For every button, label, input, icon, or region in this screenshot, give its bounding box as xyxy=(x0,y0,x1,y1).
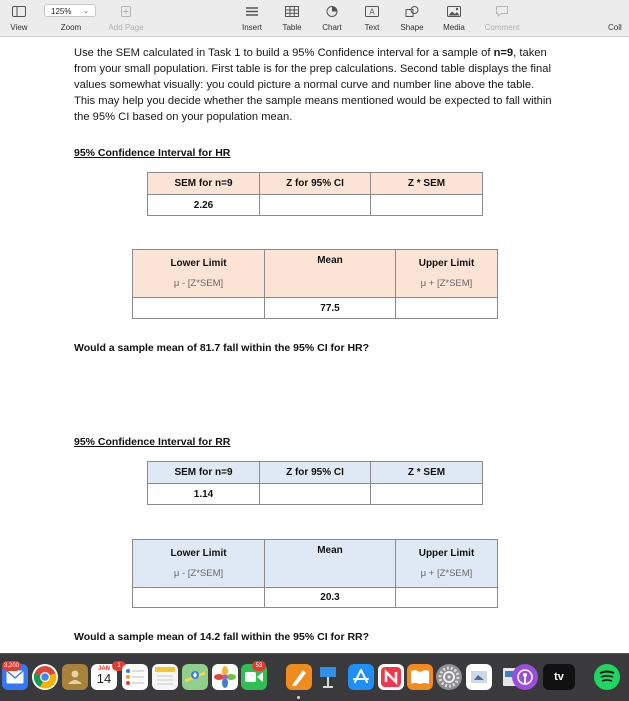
dock-app-pages[interactable] xyxy=(286,664,312,690)
photos-icon xyxy=(214,666,236,688)
calendar-month: JAN xyxy=(97,666,110,672)
pages-icon xyxy=(291,668,307,686)
toolbar xyxy=(0,0,629,37)
mean-label: Mean xyxy=(317,545,343,556)
shape-button[interactable] xyxy=(395,2,429,36)
chevron-down-icon: ⌄ xyxy=(83,8,89,15)
hr-question: Would a sample mean of 81.7 fall within the 95% CI for HR? xyxy=(74,342,370,354)
rr-question: Would a sample mean of 14.2 fall within the 95% CI for RR? xyxy=(74,631,370,643)
lower-limit-formula: μ - [Z*SEM] xyxy=(173,278,224,289)
dock-app-maps[interactable] xyxy=(182,664,208,690)
dock-app-chrome[interactable] xyxy=(32,664,58,690)
chart-button[interactable] xyxy=(317,2,347,36)
chart-icon xyxy=(325,6,339,17)
dock-app-system-preferences[interactable] xyxy=(436,664,462,690)
zoom-value: 125% xyxy=(51,7,72,16)
z-sem-value-cell[interactable] xyxy=(371,484,483,505)
table-header-cell: Z for 95% CI xyxy=(260,173,371,195)
notes-icon xyxy=(155,667,175,687)
lower-limit-value-cell[interactable] xyxy=(133,298,265,319)
table-icon xyxy=(285,6,299,17)
media-label: Media xyxy=(443,23,465,32)
intro-text-bold: n=9 xyxy=(493,47,514,59)
upper-limit-label: Upper Limit xyxy=(418,548,475,559)
z-value-cell[interactable] xyxy=(260,195,371,216)
rr-section-title: 95% Confidence Interval for RR xyxy=(74,436,231,448)
facetime-icon xyxy=(245,671,263,683)
zoom-control[interactable] xyxy=(42,2,100,36)
instructions-paragraph xyxy=(74,45,554,125)
insert-label: Insert xyxy=(241,23,262,32)
dock-app-photos[interactable] xyxy=(212,664,238,690)
mean-label: Mean xyxy=(317,255,343,266)
dock-app-app-store[interactable] xyxy=(348,664,374,690)
document-page[interactable] xyxy=(0,37,629,653)
appletv-label: tv xyxy=(554,671,564,683)
text-label: Text xyxy=(364,23,380,32)
add-page-icon xyxy=(119,6,133,17)
upper-limit-value-cell[interactable] xyxy=(396,298,498,319)
shape-icon xyxy=(405,6,419,17)
upper-limit-formula: μ + [Z*SEM] xyxy=(420,278,473,289)
facetime-badge: 53 xyxy=(252,661,266,671)
svg-text:A: A xyxy=(369,7,375,17)
add-page-label: Add Page xyxy=(108,23,144,32)
view-label: View xyxy=(10,23,28,32)
chart-label: Chart xyxy=(322,23,342,32)
upper-limit-header xyxy=(396,250,498,298)
comment-button[interactable] xyxy=(478,2,526,36)
z-value-cell[interactable] xyxy=(260,484,371,505)
table-header-cell: Z * SEM xyxy=(371,462,483,484)
calendar-badge: 1 xyxy=(112,661,126,671)
reminders-icon xyxy=(125,668,145,686)
hr-section-title: 95% Confidence Interval for HR xyxy=(74,147,231,159)
rr-prep-table xyxy=(147,461,483,505)
insert-icon xyxy=(245,6,259,17)
news-icon xyxy=(381,667,401,687)
maps-icon xyxy=(185,667,205,687)
upper-limit-value-cell[interactable] xyxy=(396,588,498,608)
hr-final-table xyxy=(132,249,498,319)
hr-prep-table xyxy=(147,172,483,216)
podcasts-icon xyxy=(516,668,534,686)
table-label: Table xyxy=(282,23,302,32)
chrome-icon xyxy=(33,665,57,689)
table-header-cell: SEM for n=9 xyxy=(148,173,260,195)
sem-value-cell[interactable]: 2.26 xyxy=(148,195,260,216)
dock-app-notes[interactable] xyxy=(152,664,178,690)
collaborate-button[interactable] xyxy=(608,2,629,36)
gear-icon xyxy=(438,666,460,688)
lower-limit-formula: μ - [Z*SEM] xyxy=(173,568,224,579)
lower-limit-label: Lower Limit xyxy=(170,258,227,269)
app-store-icon xyxy=(352,668,370,686)
table-button[interactable] xyxy=(277,2,307,36)
mean-header xyxy=(265,250,396,298)
calendar-day: 14 xyxy=(96,671,112,686)
text-button[interactable] xyxy=(357,2,387,36)
dock-app-screenshot[interactable] xyxy=(466,664,492,690)
upper-limit-formula: μ + [Z*SEM] xyxy=(420,568,473,579)
table-header-cell: Z for 95% CI xyxy=(260,462,371,484)
lower-limit-value-cell[interactable] xyxy=(133,588,265,608)
text-box-icon xyxy=(365,6,379,17)
keynote-icon xyxy=(318,665,338,689)
dock-app-keynote[interactable] xyxy=(315,664,341,690)
dock-app-apple-tv[interactable] xyxy=(543,664,575,690)
books-icon xyxy=(410,669,430,685)
lower-limit-header xyxy=(133,540,265,588)
lower-limit-header xyxy=(133,250,265,298)
dock-app-podcasts[interactable] xyxy=(512,664,538,690)
sidebar-icon xyxy=(12,6,26,17)
zoom-select[interactable] xyxy=(44,4,96,17)
shape-label: Shape xyxy=(400,23,424,32)
z-sem-value-cell[interactable] xyxy=(371,195,483,216)
intro-text-part2: , taken from your small population. First table is for the prep calculations. Second table displays the final values somewhat visually: you could picture a normal curve and number line above the table. This may help you decide whether the sample means mentioned would be expected to fall within the 95% CI based on your population mean. xyxy=(74,47,552,123)
dock-app-books[interactable] xyxy=(407,664,433,690)
comment-label: Comment xyxy=(484,23,520,32)
mean-header xyxy=(265,540,396,588)
mail-icon xyxy=(6,670,24,684)
insert-button[interactable] xyxy=(236,2,268,36)
mean-value-cell[interactable]: 20.3 xyxy=(265,588,396,608)
media-button[interactable] xyxy=(437,2,471,36)
spotify-icon xyxy=(598,670,616,684)
sem-value-cell[interactable]: 1.14 xyxy=(148,484,260,505)
dock xyxy=(0,653,629,701)
dock-app-contacts[interactable] xyxy=(62,664,88,690)
collaborate-label: Coll xyxy=(608,23,622,32)
intro-text-part1: Use the SEM calculated in Task 1 to build a 95% Confidence interval for a sample of xyxy=(74,47,494,59)
zoom-label: Zoom xyxy=(60,23,82,32)
mean-value-cell[interactable]: 77.5 xyxy=(265,298,396,319)
view-button[interactable] xyxy=(4,2,34,36)
pages-running-indicator xyxy=(297,696,300,699)
preview-icon xyxy=(470,668,488,686)
upper-limit-label: Upper Limit xyxy=(418,258,475,269)
image-icon xyxy=(447,6,461,17)
table-header-cell: SEM for n=9 xyxy=(148,462,260,484)
dock-app-news[interactable] xyxy=(378,664,404,690)
contacts-icon xyxy=(65,667,85,687)
lower-limit-label: Lower Limit xyxy=(170,548,227,559)
add-page-button[interactable] xyxy=(96,2,156,36)
dock-app-reminders[interactable] xyxy=(122,664,148,690)
comment-icon xyxy=(495,6,509,17)
table-header-cell: Z * SEM xyxy=(371,173,483,195)
upper-limit-header xyxy=(396,540,498,588)
dock-app-spotify[interactable] xyxy=(594,664,620,690)
rr-final-table xyxy=(132,539,498,608)
mail-badge: 3,200 xyxy=(4,663,20,669)
